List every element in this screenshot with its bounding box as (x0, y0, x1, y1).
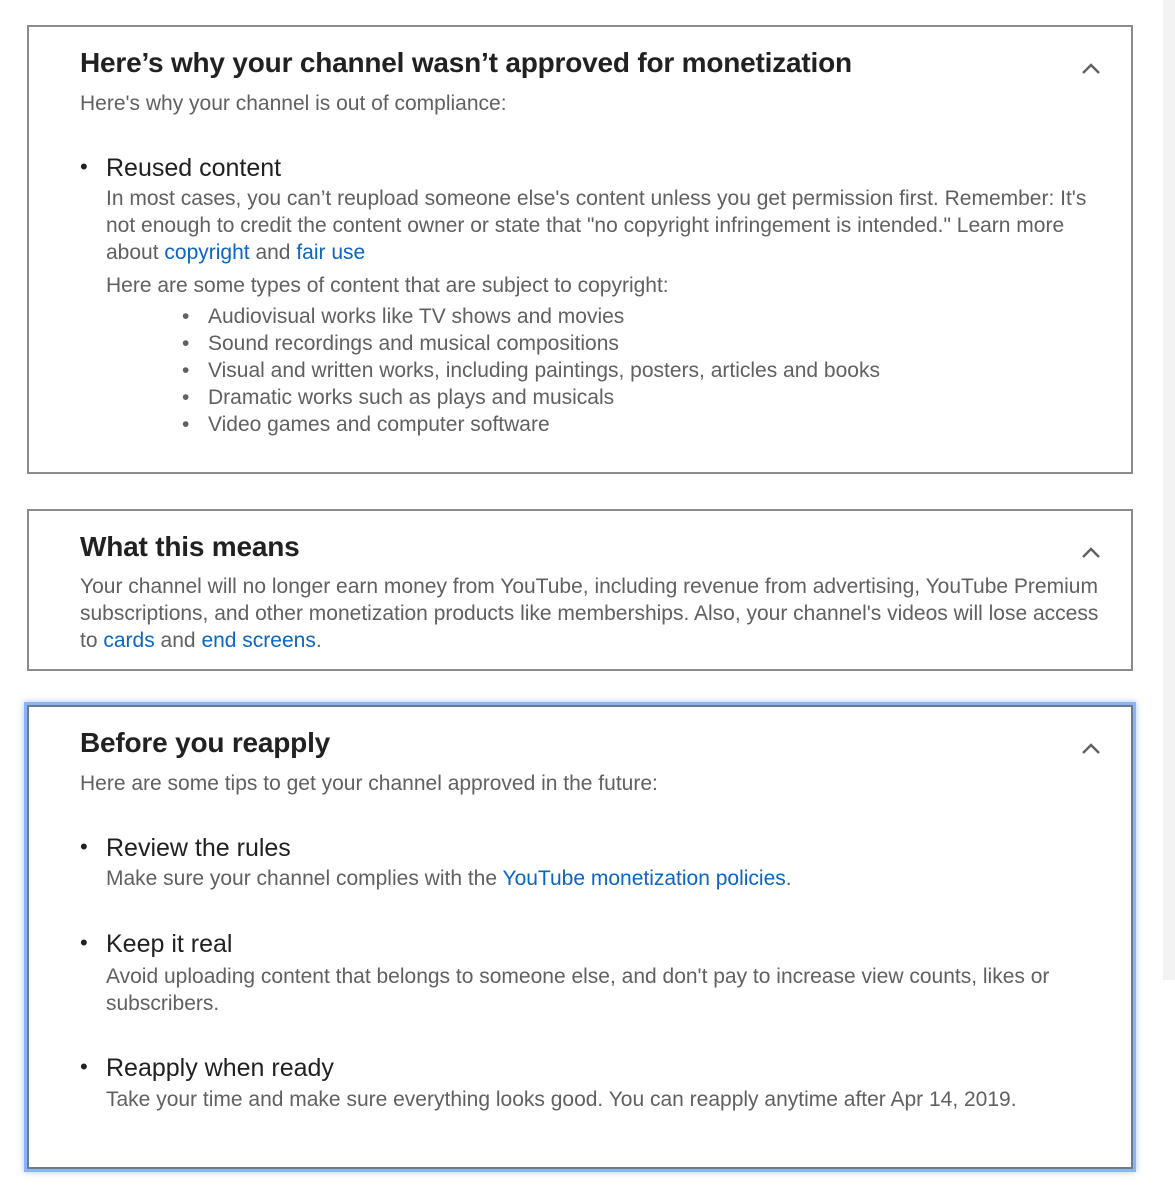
item-title: Review the rules (106, 834, 291, 862)
item-body: Avoid uploading content that belongs to someone else, and don't pay to increase view counts, likes or subscribers. (106, 965, 1050, 1015)
list-item-reapply (80, 1053, 1111, 1113)
panel-subtitle: Here's why your channel is out of compliance: (80, 92, 507, 115)
content-type-label: Visual and written works, including paintings, posters, articles and books (208, 359, 880, 382)
list-item-review-rules (80, 833, 1111, 892)
bullet: • (182, 359, 190, 382)
period-text: . (315, 629, 322, 652)
content-type-item (182, 384, 1111, 411)
fair-use-link[interactable]: fair use (296, 241, 366, 264)
monetization-policies-link[interactable]: YouTube monetization policies (502, 867, 786, 890)
panel-subtitle: Here are some tips to get your channel approved in the future: (80, 772, 658, 795)
chevron-up-icon[interactable] (1079, 737, 1103, 761)
content-types-list (80, 303, 1111, 438)
item-body-text: Make sure your channel complies with the (106, 867, 503, 890)
bullet: • (80, 154, 88, 179)
bullet: • (182, 332, 190, 355)
content-type-item (182, 330, 1111, 357)
bullet: • (80, 1054, 88, 1079)
panel-title: What this means (80, 531, 300, 562)
panel-body (80, 573, 1109, 654)
bullet: • (80, 930, 88, 955)
item-title: Reused content (106, 154, 282, 182)
panel-body-text: Your channel will no longer earn money from YouTube, including revenue from advertising, YouTube Premium subscriptions, and other monetization products like memberships. Also, your channel's videos will lose access to (80, 575, 1099, 652)
bullet: • (182, 413, 190, 436)
content-type-item (182, 411, 1111, 438)
panel-title: Before you reapply (80, 727, 331, 758)
chevron-up-icon[interactable] (1079, 541, 1103, 565)
panel-before-you-reapply (27, 705, 1133, 1169)
bullet: • (182, 305, 190, 328)
item-body (106, 185, 1111, 266)
chevron-up-icon[interactable] (1079, 57, 1103, 81)
bullet: • (80, 834, 88, 859)
bullet: • (182, 386, 190, 409)
content-type-label: Dramatic works such as plays and musicals (208, 386, 615, 409)
list-item (80, 153, 1111, 438)
period-text: . (785, 867, 792, 890)
panel-what-this-means (27, 509, 1133, 671)
and-text: and (154, 629, 202, 652)
panel-title: Here’s why your channel wasn’t approved for monetization (80, 47, 852, 78)
cards-link[interactable]: cards (103, 629, 155, 652)
list-item-keep-it-real (80, 929, 1111, 1017)
content-type-item (182, 303, 1111, 330)
scrollbar-track[interactable] (1163, 0, 1175, 980)
item-body-text: In most cases, you can’t reupload someone else's content unless you get permission first. Remember: It's not enough to credit the content owner or state that "no copyright infringement is intended." Learn more about (106, 187, 1087, 264)
types-intro: Here are some types of content that are subject to copyright: (106, 274, 669, 297)
item-title: Keep it real (106, 930, 233, 958)
copyright-link[interactable]: copyright (164, 241, 250, 264)
panel-not-approved (27, 25, 1133, 474)
content-type-item (182, 357, 1111, 384)
content-type-label: Audiovisual works like TV shows and movies (208, 305, 625, 328)
and-text: and (249, 241, 297, 264)
item-body: Take your time and make sure everything looks good. You can reapply anytime after Apr 14, 2019. (106, 1088, 1017, 1111)
item-body (106, 865, 1111, 892)
content-type-label: Sound recordings and musical compositions (208, 332, 619, 355)
content-type-label: Video games and computer software (208, 413, 550, 436)
item-title: Reapply when ready (106, 1054, 334, 1082)
end-screens-link[interactable]: end screens (201, 629, 316, 652)
